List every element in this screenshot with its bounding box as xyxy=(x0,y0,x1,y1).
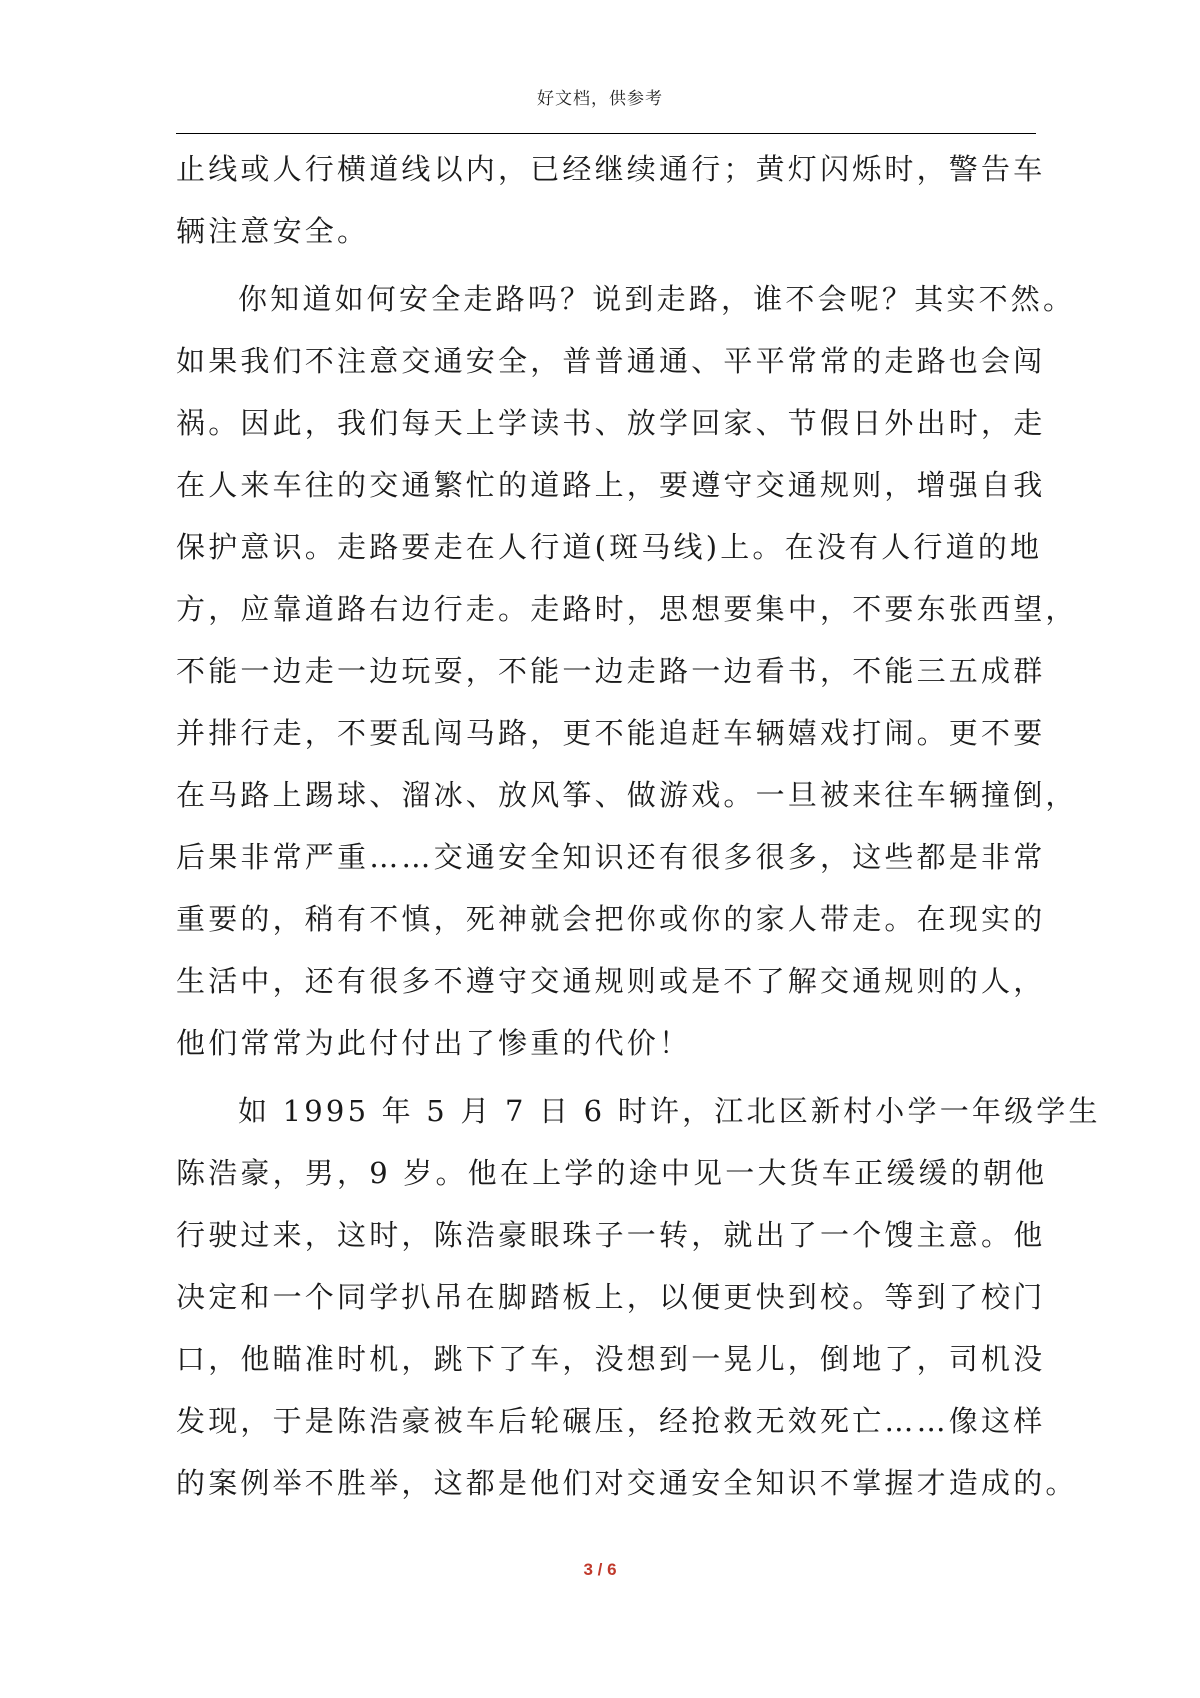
header-divider xyxy=(176,133,1036,134)
text-line: 行驶过来，这时，陈浩豪眼珠子一转，就出了一个馊主意。他 xyxy=(176,1218,1046,1252)
text-line: 如果我们不注意交通安全，普普通通、平平常常的走路也会闯 xyxy=(176,344,1046,378)
text-line: 并排行走，不要乱闯马路，更不能追赶车辆嬉戏打闹。更不要 xyxy=(176,716,1046,750)
paragraph-2 xyxy=(176,268,1078,1074)
text-line: 止线或人行横道线以内，已经继续通行；黄灯闪烁时，警告车 xyxy=(176,152,1046,186)
document-body xyxy=(176,138,1101,1520)
page-header: 好文档，供参考 xyxy=(537,89,663,109)
text-line: 在马路上踢球、溜冰、放风筝、做游戏。一旦被来往车辆撞倒， xyxy=(176,778,1078,812)
text-line: 他们常常为此付付出了惨重的代价！ xyxy=(176,1026,692,1060)
text-line: 发现，于是陈浩豪被车后轮碾压，经抢救无效死亡……像这样 xyxy=(176,1404,1046,1438)
text-line: 生活中，还有很多不遵守交通规则或是不了解交通规则的人， xyxy=(176,964,1046,998)
paragraph-3 xyxy=(176,1080,1101,1514)
text-line: 辆注意安全。 xyxy=(176,214,370,248)
text-line: 不能一边走一边玩耍，不能一边走路一边看书，不能三五成群 xyxy=(176,654,1046,688)
text-line: 保护意识。走路要走在人行道(斑马线)上。在没有人行道的地 xyxy=(176,530,1043,564)
text-line: 的案例举不胜举，这都是他们对交通安全知识不掌握才造成的。 xyxy=(176,1466,1078,1500)
text-line: 重要的，稍有不慎，死神就会把你或你的家人带走。在现实的 xyxy=(176,902,1046,936)
text-line: 如 1995 年 5 月 7 日 6 时许，江北区新村小学一年级学生 xyxy=(238,1094,1101,1128)
text-line: 陈浩豪，男，9 岁。他在上学的途中见一大货车正缓缓的朝他 xyxy=(176,1156,1048,1190)
text-line: 在人来车往的交通繁忙的道路上，要遵守交通规则，增强自我 xyxy=(176,468,1046,502)
text-line: 后果非常严重……交通安全知识还有很多很多，这些都是非常 xyxy=(176,840,1046,874)
page-number: 3 / 6 xyxy=(583,1560,617,1579)
text-line: 决定和一个同学扒吊在脚踏板上，以便更快到校。等到了校门 xyxy=(176,1280,1046,1314)
text-line: 祸。因此，我们每天上学读书、放学回家、节假日外出时，走 xyxy=(176,406,1046,440)
text-line: 你知道如何安全走路吗？说到走路，谁不会呢？其实不然。 xyxy=(238,282,1076,316)
paragraph-1 xyxy=(176,138,1046,262)
text-line: 口，他瞄准时机，跳下了车，没想到一晃儿，倒地了，司机没 xyxy=(176,1342,1046,1376)
text-line: 方，应靠道路右边行走。走路时，思想要集中，不要东张西望， xyxy=(176,592,1078,626)
